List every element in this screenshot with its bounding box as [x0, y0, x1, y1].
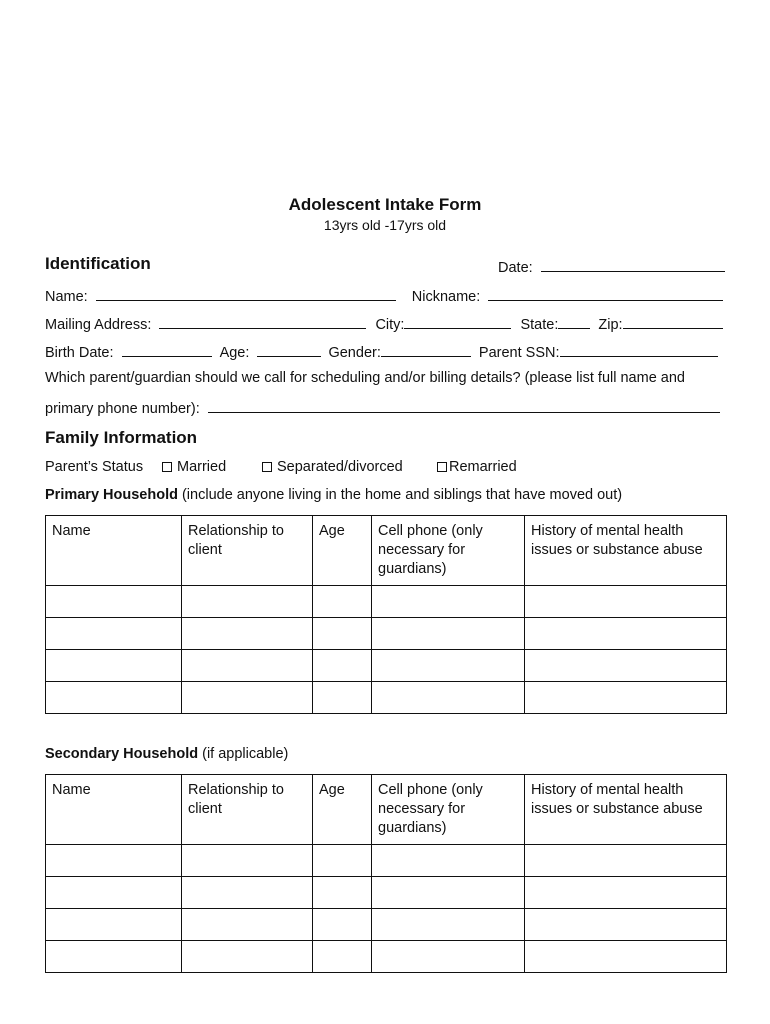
col-cell-phone-header: Cell phone (only necessary for guardians)	[372, 775, 525, 845]
remarried-checkbox[interactable]	[437, 462, 447, 472]
parent-ssn-input-line[interactable]	[560, 342, 718, 357]
name-input-line[interactable]	[96, 286, 396, 301]
table-cell[interactable]	[313, 877, 372, 909]
primary-household-label	[45, 487, 622, 503]
gender-input-line[interactable]	[381, 342, 471, 357]
table-cell[interactable]	[46, 877, 182, 909]
date-input-line[interactable]	[541, 257, 725, 272]
secondary-household-table	[45, 774, 727, 973]
table-cell[interactable]	[313, 682, 372, 714]
table-cell[interactable]	[46, 682, 182, 714]
form-title: Adolescent Intake Form	[288, 195, 482, 214]
separated-checkbox[interactable]	[262, 462, 272, 472]
primary-household-table	[45, 515, 727, 714]
col-cell-phone-header: Cell phone (only necessary for guardians)	[372, 516, 525, 586]
separated-label: Separated/divorced	[277, 459, 403, 475]
table-cell[interactable]	[182, 941, 313, 973]
table-row	[46, 586, 727, 618]
table-cell[interactable]	[372, 877, 525, 909]
table-row	[46, 909, 727, 941]
col-relationship-header: Relationship to client	[182, 775, 313, 845]
table-row	[46, 650, 727, 682]
table-cell[interactable]	[525, 650, 727, 682]
parents-status-row	[45, 459, 143, 475]
nickname-input-line[interactable]	[488, 286, 723, 301]
primary-household-note: (include anyone living in the home and siblings that have moved out)	[177, 487, 623, 503]
option-married[interactable]	[162, 459, 226, 475]
table-cell[interactable]	[372, 618, 525, 650]
table-cell[interactable]	[182, 650, 313, 682]
guardian-question-line1: Which parent/guardian should we call for scheduling and/or billing details? (please list full name and	[45, 370, 685, 386]
option-separated[interactable]	[262, 459, 403, 475]
table-cell[interactable]	[372, 682, 525, 714]
age-label: Age:	[219, 345, 250, 361]
age-input-line[interactable]	[257, 342, 321, 357]
gender-label: Gender:	[328, 345, 381, 361]
city-label: City:	[375, 317, 405, 333]
table-row	[46, 682, 727, 714]
married-checkbox[interactable]	[162, 462, 172, 472]
secondary-household-label	[45, 746, 288, 762]
address-row	[45, 314, 723, 333]
table-cell[interactable]	[372, 650, 525, 682]
parents-status-label: Parent’s Status	[45, 459, 144, 475]
option-remarried[interactable]	[437, 459, 517, 475]
table-cell[interactable]	[182, 682, 313, 714]
table-cell[interactable]	[525, 682, 727, 714]
table-cell[interactable]	[182, 877, 313, 909]
table-cell[interactable]	[182, 618, 313, 650]
name-row	[45, 286, 723, 305]
identification-heading: Identification	[45, 254, 151, 273]
guardian-contact-input-line[interactable]	[208, 398, 720, 413]
remarried-label: Remarried	[449, 459, 517, 475]
table-cell[interactable]	[525, 877, 727, 909]
table-cell[interactable]	[313, 618, 372, 650]
table-cell[interactable]	[46, 650, 182, 682]
table-cell[interactable]	[182, 586, 313, 618]
state-input-line[interactable]	[558, 314, 590, 329]
table-cell[interactable]	[525, 909, 727, 941]
table-cell[interactable]	[372, 845, 525, 877]
table-cell[interactable]	[182, 845, 313, 877]
table-cell[interactable]	[525, 941, 727, 973]
table-header-row	[46, 516, 727, 586]
mailing-address-label: Mailing Address:	[45, 317, 152, 333]
mailing-address-input-line[interactable]	[159, 314, 366, 329]
birth-date-label: Birth Date:	[45, 345, 114, 361]
secondary-household-note: (if applicable)	[198, 746, 289, 762]
table-cell[interactable]	[525, 586, 727, 618]
table-row	[46, 877, 727, 909]
table-row	[46, 618, 727, 650]
table-cell[interactable]	[46, 909, 182, 941]
family-information-heading: Family Information	[45, 428, 198, 447]
table-cell[interactable]	[182, 909, 313, 941]
table-cell[interactable]	[372, 941, 525, 973]
primary-household-title: Primary Household	[45, 487, 178, 503]
table-cell[interactable]	[525, 845, 727, 877]
table-cell[interactable]	[313, 941, 372, 973]
table-cell[interactable]	[46, 845, 182, 877]
table-cell[interactable]	[372, 586, 525, 618]
table-cell[interactable]	[313, 586, 372, 618]
table-cell[interactable]	[313, 650, 372, 682]
col-relationship-header: Relationship to client	[182, 516, 313, 586]
table-row	[46, 941, 727, 973]
birth-date-input-line[interactable]	[122, 342, 212, 357]
parent-ssn-label: Parent SSN:	[478, 345, 560, 361]
col-name-header: Name	[46, 516, 182, 586]
city-input-line[interactable]	[404, 314, 511, 329]
table-cell[interactable]	[46, 941, 182, 973]
date-label: Date:	[498, 260, 533, 276]
state-label: State:	[520, 317, 559, 333]
table-cell[interactable]	[372, 909, 525, 941]
zip-label: Zip:	[598, 317, 623, 333]
form-subtitle: 13yrs old -17yrs old	[323, 217, 447, 233]
secondary-household-title: Secondary Household	[45, 746, 199, 762]
col-history-header: History of mental health issues or substance abuse	[525, 775, 727, 845]
date-field-row	[498, 257, 725, 276]
zip-input-line[interactable]	[623, 314, 723, 329]
col-age-header: Age	[313, 516, 372, 586]
table-cell[interactable]	[313, 845, 372, 877]
table-row	[46, 845, 727, 877]
nickname-label: Nickname:	[411, 289, 481, 305]
col-age-header: Age	[313, 775, 372, 845]
name-label: Name:	[45, 289, 88, 305]
table-cell[interactable]	[46, 618, 182, 650]
col-history-header: History of mental health issues or substance abuse	[525, 516, 727, 586]
table-cell[interactable]	[313, 909, 372, 941]
table-cell[interactable]	[525, 618, 727, 650]
birth-row	[45, 342, 718, 361]
col-name-header: Name	[46, 775, 182, 845]
married-label: Married	[177, 459, 227, 475]
guardian-question-row2	[45, 398, 720, 417]
table-header-row	[46, 775, 727, 845]
table-cell[interactable]	[46, 586, 182, 618]
guardian-question-line2: primary phone number):	[45, 401, 200, 417]
